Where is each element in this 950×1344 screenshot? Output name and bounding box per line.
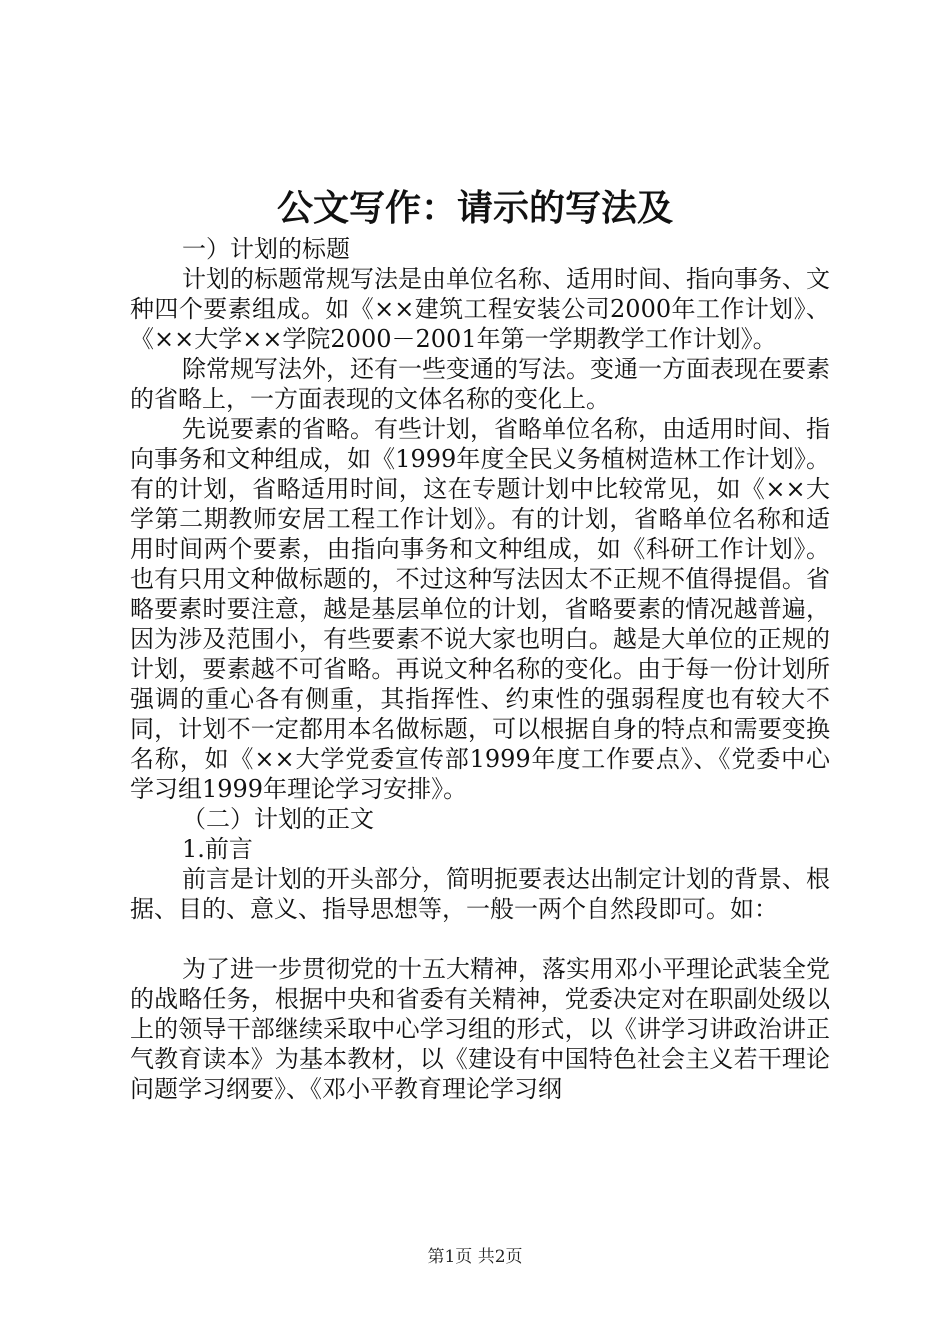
- paragraph-spacer: [130, 924, 830, 954]
- page-footer: 第1页 共2页: [427, 1247, 523, 1267]
- page-title: 公文写作：请示的写法及: [276, 187, 673, 229]
- paragraph-heading-2: （二）计划的正文: [182, 805, 374, 833]
- paragraph-heading-1: 一）计划的标题: [182, 235, 350, 263]
- paragraph-example: 为了进一步贯彻党的十五大精神，落实用邓小平理论武装全党的战略任务，根据中央和省委有关精神，党委决定对在职副处级以上的领导干部继续采取中心学习组的形式，以《讲学习讲政治讲正气教育读本》为基本教材，以《建设有中国特色社会主义若干理论问题学习纲要》、《邓小平教育理论学习纲: [130, 955, 830, 1103]
- paragraph-preface: 前言是计划的开头部分，简明扼要表达出制定计划的背景、根据、目的、意义、指导思想等，一般一两个自然段即可。如：: [130, 865, 830, 923]
- paragraph-title-conventional: 计划的标题常规写法是由单位名称、适用时间、指向事务、文种四个要素组成。如《××建筑工程安装公司2000年工作计划》、《××大学××学院2000－2001年第一学期教学工作计划》。: [130, 265, 830, 353]
- paragraph-title-variation: 除常规写法外，还有一些变通的写法。变通一方面表现在要素的省略上，一方面表现的文体名称的变化上。: [130, 355, 830, 413]
- paragraph-subheading-preface: 1.前言: [182, 835, 253, 863]
- paragraph-omission: 先说要素的省略。有些计划，省略单位名称，由适用时间、指向事务和文种组成，如《1999年度全民义务植树造林工作计划》。有的计划，省略适用时间，这在专题计划中比较常见，如《××大学第二期教师安居工程工作计划》。有的计划，省略单位名称和适用时间两个要素，由指向事务和文种组成，如《科研工作计划》。也有只用文种做标题的，不过这种写法因太不正规不值得提倡。省略要素时要注意，越是基层单位的计划，省略要素的情况越普遍，因为涉及范围小，有些要素不说大家也明白。越是大单位的正规的计划，要素越不可省略。再说文种名称的变化。由于每一份计划所强调的重心各有侧重，其指挥性、约束性的强弱程度也有较大不同，计划不一定都用本名做标题，可以根据自身的特点和需要变换名称，如《××大学党委宣传部1999年度工作要点》、《党委中心学习组1999年理论学习安排》。: [130, 415, 830, 803]
- document-body: [130, 234, 830, 1104]
